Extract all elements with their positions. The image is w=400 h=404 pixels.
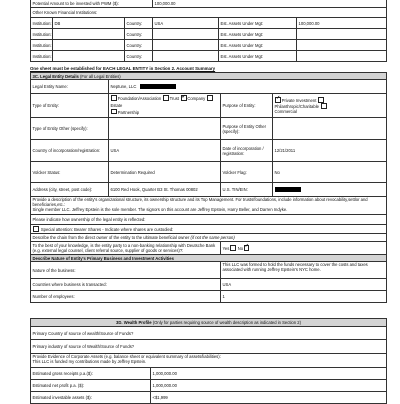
purpose-other-label: Purpose of Entity Other (specify): — [221, 118, 273, 140]
wealth-profile-table — [30, 318, 387, 404]
incorporation-date-label: Date of incorporation / registration: — [221, 140, 273, 162]
section-separator-text: One sheet must be established for EACH LEGAL ENTITY in Section 2. Account Summary — [30, 66, 216, 71]
no-option-label: No — [237, 246, 244, 252]
entity-name-cell — [109, 80, 387, 94]
yes-checkbox[interactable] — [230, 245, 236, 251]
investable-assets-label: Estimated investable assets ($): — [31, 392, 151, 404]
aum-label: Est. Assets Under Mgt: — [219, 51, 297, 62]
business-header: Describe Nature of Entity's Primary Business and Investment Activities — [31, 255, 387, 262]
net-profit-label: Estimated net profit p.a. ($): — [31, 380, 151, 392]
legal-entity-header-note: (For all Legal Entities) — [78, 73, 121, 79]
entity-purpose-label: Purpose of Entity: — [221, 94, 273, 118]
evidence-label: Provide Evidence of Corporate Assets (e.g. balance sheet or equivalent summary of assets/liabilities): — [32, 354, 221, 359]
bearer-shares-cell — [31, 225, 387, 234]
primary-industry-label: Primary industry of source of Wealth/Source of Funds? — [31, 340, 387, 354]
country-label: Country: — [125, 18, 153, 29]
entity-name-value: Neptune, LLC — [110, 83, 137, 89]
incorporation-country-label: Country of incorporation/registration: — [31, 140, 109, 162]
tin-label: U.S. TIN/EIN: — [221, 183, 273, 197]
potential-amount-value: 100,000.00 — [153, 0, 387, 8]
country-label: Country: — [125, 40, 153, 51]
gross-receipts-label: Estimated gross receipts p.a.($): — [31, 368, 151, 380]
entity-purpose-options — [273, 94, 387, 118]
investable-assets-value: <$1,999 — [151, 392, 387, 404]
business-countries-label: Countries where business is transacted: — [31, 279, 221, 291]
country-value — [153, 29, 219, 40]
legal-entity-header — [31, 73, 387, 80]
trust-option-label: Trust — [169, 96, 179, 102]
entity-type-label: Type of Entity: — [31, 94, 109, 118]
country-value: USA — [153, 18, 219, 29]
country-value — [153, 40, 219, 51]
entity-type-options — [109, 94, 221, 118]
foundation-checkbox[interactable] — [111, 95, 117, 101]
primary-country-label: Primary Country of source of wealth/Source of Funds? — [31, 327, 387, 340]
potential-amount-label: Potential Amount to be invested with PWM ($): — [31, 0, 153, 8]
private-investment-checkbox[interactable] — [275, 97, 281, 103]
legal-entity-header-title: 3C. Legal Entity Details — [32, 73, 79, 79]
business-countries-value: USA — [221, 279, 387, 291]
foundation-option-label: Foundation/Association — [117, 96, 162, 102]
philanthropic-checkbox[interactable] — [318, 97, 324, 103]
institution-label: Institution: — [31, 18, 53, 29]
commercial-checkbox[interactable] — [321, 103, 327, 109]
volcker-flag-value: No — [273, 162, 387, 183]
purpose-other-value — [273, 118, 387, 140]
volcker-flag-label: Volcker Flag: — [221, 162, 273, 183]
partnership-checkbox[interactable] — [111, 109, 117, 115]
structure-description-cell — [31, 197, 387, 215]
tin-cell — [273, 183, 387, 197]
aum-value — [297, 29, 387, 40]
volcker-status-label: Volcker Status: — [31, 162, 109, 183]
incorporation-country-value: USA — [109, 140, 221, 162]
commercial-label: Commercial — [274, 109, 297, 115]
business-nature-value: This LLC was formed to hold the funds necessary to cover the costs and taxes associated with running Jeffrey Epstein's NYC home. — [221, 262, 387, 279]
aum-label: Est. Assets Under Mgt: — [219, 18, 297, 29]
entity-name-label: Legal Entity Name: — [31, 80, 109, 94]
institution-label: Institution: — [31, 40, 53, 51]
country-label: Country: — [125, 51, 153, 62]
institution-value — [53, 51, 125, 62]
country-label: Country: — [125, 29, 153, 40]
no-checkbox[interactable] — [244, 245, 250, 251]
country-value — [153, 51, 219, 62]
redaction-box — [140, 84, 176, 89]
wealth-header-title: 3D. Wealth Profile — [116, 320, 152, 325]
institution-value — [53, 29, 125, 40]
address-label: Address (city, street, post code): — [31, 183, 109, 197]
legal-entity-table — [30, 72, 387, 303]
volcker-status-value: Determination Required — [109, 162, 221, 183]
institution-value: DB — [53, 18, 125, 29]
partnership-option-label: Partnership — [117, 109, 140, 115]
philanthropic-label: Philanthropic/Charitable — [274, 104, 319, 110]
ownership-chain-label: Describe the chain from the direct owner of the entity to the ultimate beneficial owner — [32, 235, 190, 240]
aum-label: Est. Assets Under Mgt: — [219, 29, 297, 40]
institution-label: Institution: — [31, 51, 53, 62]
wealth-header-note: (Only for parties requiring source of wealth description as indicated in Section 2) — [151, 320, 301, 325]
incorporation-date-value: 12/21/2011 — [273, 140, 387, 162]
institution-label: Institution: — [31, 29, 53, 40]
ownership-chain-note: (if not the same person) — [189, 235, 235, 240]
aum-value — [297, 51, 387, 62]
net-profit-value: 1,000,000.00 — [151, 380, 387, 392]
ownership-chain-cell — [31, 234, 387, 242]
estate-option-label: Estate — [110, 102, 123, 108]
evidence-cell — [31, 354, 387, 368]
employees-label: Number of employees: — [31, 291, 221, 303]
structure-description-value: Single member LLC. Jeffrey Epstein is the sole member. The signors on this account are Jeffrey Epstein, Harry Beller, and Darren Indyke. — [32, 207, 288, 212]
company-option-label: Company — [187, 96, 206, 102]
type-other-value — [109, 118, 221, 140]
address-value: 6100 Red Hook, Quarter B3 St. Thomas 00802 — [109, 183, 221, 197]
bearer-shares-checkbox[interactable] — [33, 226, 39, 232]
trust-checkbox[interactable] — [163, 95, 169, 101]
ownership-label: Please indicate how ownership of the legal entity is reflected: — [31, 215, 387, 225]
wealth-header — [31, 319, 387, 327]
yes-option-label: Yes — [222, 246, 230, 252]
employees-value: 1 — [221, 291, 387, 303]
redaction-box — [275, 187, 301, 192]
company-checkbox[interactable] — [181, 95, 187, 101]
type-other-label: Type of Entity Other (specify): — [31, 118, 109, 140]
evidence-value: This LLC is funded my contributions made by Jeffrey Epstein. — [32, 359, 147, 364]
aum-value — [297, 40, 387, 51]
other-institutions-label: Other Known Financial Institutions: — [31, 8, 387, 18]
structure-description-label: Provide a description of the entity's organizational structure, its ownership structure and its Top Management. For trusts/foundations, include information about revocability,settlor and beneficiaries,etc.: — [32, 197, 368, 207]
aum-label: Est. Assets Under Mgt: — [219, 40, 297, 51]
private-investment-label: Private Investment — [281, 98, 317, 103]
business-nature-label: Nature of the business: — [31, 262, 221, 279]
gross-receipts-value: 1,000,000.00 — [151, 368, 387, 380]
knowledge-question: To the best of your knowledge, is the entity party to a non-banking relationship with Deutsche Bank (e.g. external legal counsel, client referral source, supplier of goods or services)?: — [31, 242, 221, 255]
institution-value — [53, 40, 125, 51]
estate-checkbox[interactable] — [207, 95, 213, 101]
aum-value: 100,000.00 — [297, 18, 387, 29]
financial-institutions-table — [30, 0, 387, 62]
knowledge-answer — [221, 242, 387, 255]
bearer-shares-label: Special attention: Bearer Shares - Indicate where shares are custodied: — [40, 227, 174, 233]
